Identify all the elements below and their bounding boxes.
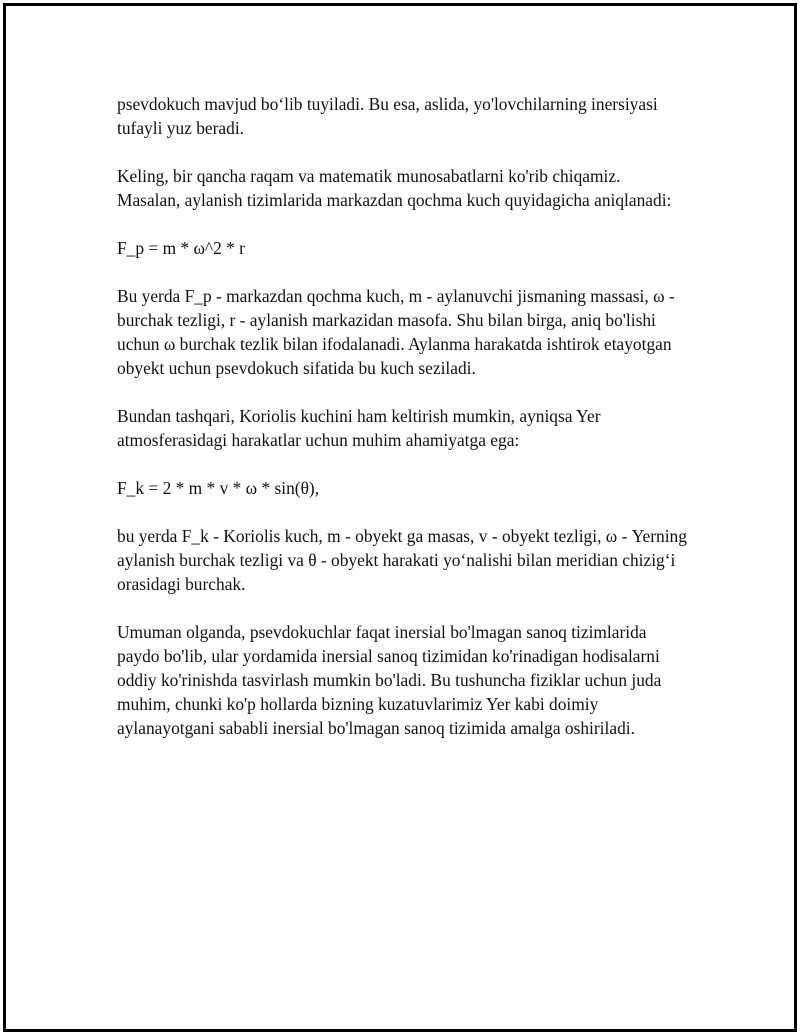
formula-coriolis: F_k = 2 * m * v * ω * sin(θ), bbox=[117, 478, 320, 498]
paragraph-intro-continuation: psevdokuch mavjud bo‘lib tuyiladi. Bu esa, aslida, yo'lovchilarning inersiyasi tufayli yuz beradi. bbox=[117, 94, 658, 138]
paragraph-conclusion: Umuman olganda, psevdokuchlar faqat inersial bo'lmagan sanoq tizimlarida paydo bo'lib, ular yordamida inersial sanoq tizimidan ko'rinadigan hodisalarni oddiy ko'rinishda tasvirlash mumkin bo'ladi. Bu tushuncha fiziklar uchun juda muhim, chunki ko'p hollarda bizning kuzatuvlarimiz Yer kabi doimiy aylanayotgani sababli inersial bo'lmagan sanoq tizimida amalga oshiriladi. bbox=[117, 622, 662, 738]
paragraph-coriolis-intro: Bundan tashqari, Koriolis kuchini ham keltirish mumkin, ayniqsa Yer atmosferasidagi harakatlar uchun muhim ahamiyatga ega: bbox=[117, 406, 601, 450]
formula-centrifugal: F_p = m * ω^2 * r bbox=[117, 238, 245, 258]
paragraph-centrifugal-intro: Keling, bir qancha raqam va matematik munosabatlarni ko'rib chiqamiz. Masalan, aylanish tizimlarida markazdan qochma kuch quyidagicha aniqlanadi: bbox=[117, 166, 672, 210]
document-body bbox=[117, 92, 687, 764]
paragraph-coriolis-explanation: bu yerda F_k - Koriolis kuch, m - obyekt ga masas, v - obyekt tezligi, ω - Yerning aylanish burchak tezligi va θ - obyekt harakati yo‘nalishi bilan meridian chizig‘i orasidagi burchak. bbox=[117, 526, 687, 594]
paragraph-centrifugal-explanation: Bu yerda F_p - markazdan qochma kuch, m - aylanuvchi jismaning massasi, ω - burchak tezligi, r - aylanish markazidan masofa. Shu bilan birga, aniq bo'lishi uchun ω burchak tezlik bilan ifodalanadi. Aylanma harakatda ishtirok etayotgan obyekt uchun psevdokuch sifatida bu kuch seziladi. bbox=[117, 286, 675, 378]
